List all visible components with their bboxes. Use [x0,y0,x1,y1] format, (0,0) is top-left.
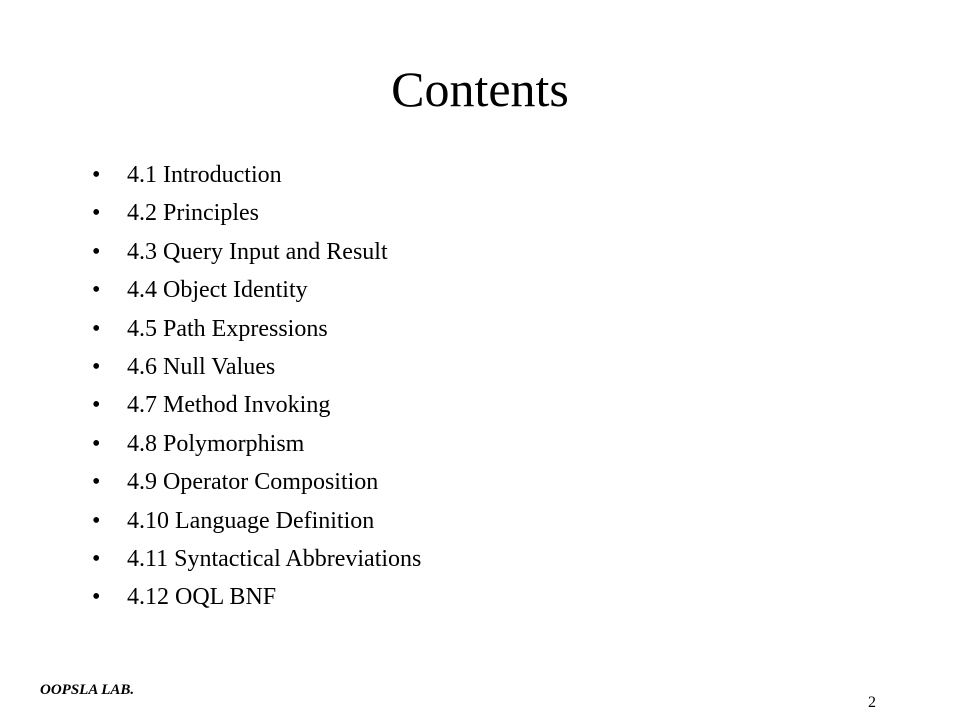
list-item-label: 4.2 Principles [127,200,259,227]
bullet-icon: • [92,238,101,265]
bullet-icon: • [92,430,101,457]
bullet-icon: • [92,353,101,380]
bullet-icon: • [92,277,101,304]
list-item [92,194,421,232]
bullet-icon: • [92,200,101,227]
list-item-label: 4.8 Polymorphism [127,430,305,457]
bullet-icon: • [92,584,101,611]
list-item [92,233,421,271]
list-item [92,386,421,424]
list-item-label: 4.7 Method Invoking [127,392,331,419]
list-item-label: 4.5 Path Expressions [127,315,328,342]
list-item-label: 4.1 Introduction [127,162,282,188]
list-item [92,348,421,386]
list-item [92,540,421,578]
list-item [92,425,421,463]
list-item [92,271,421,309]
list-item [92,578,421,616]
contents-list [92,156,421,617]
footer-org-label: OOPSLA LAB. [40,682,135,698]
slide-title: Contents [391,61,569,117]
list-item-label: 4.11 Syntactical Abbreviations [127,545,422,572]
bullet-icon: • [92,315,101,342]
list-item-label: 4.9 Operator Composition [127,469,379,496]
list-item [92,310,421,348]
list-item-label: 4.6 Null Values [127,353,276,380]
list-item-label: 4.10 Language Definition [127,507,375,534]
bullet-icon: • [92,545,101,572]
page-number: 2 [868,694,876,711]
bullet-icon: • [92,507,101,534]
list-item-label: 4.12 OQL BNF [127,584,277,611]
bullet-icon: • [92,392,101,419]
list-item [92,156,421,194]
bullet-icon: • [92,469,101,496]
list-item-label: 4.4 Object Identity [127,277,308,304]
list-item-label: 4.3 Query Input and Result [127,238,388,265]
list-item [92,463,421,501]
bullet-icon: • [92,162,101,188]
list-item [92,502,421,540]
